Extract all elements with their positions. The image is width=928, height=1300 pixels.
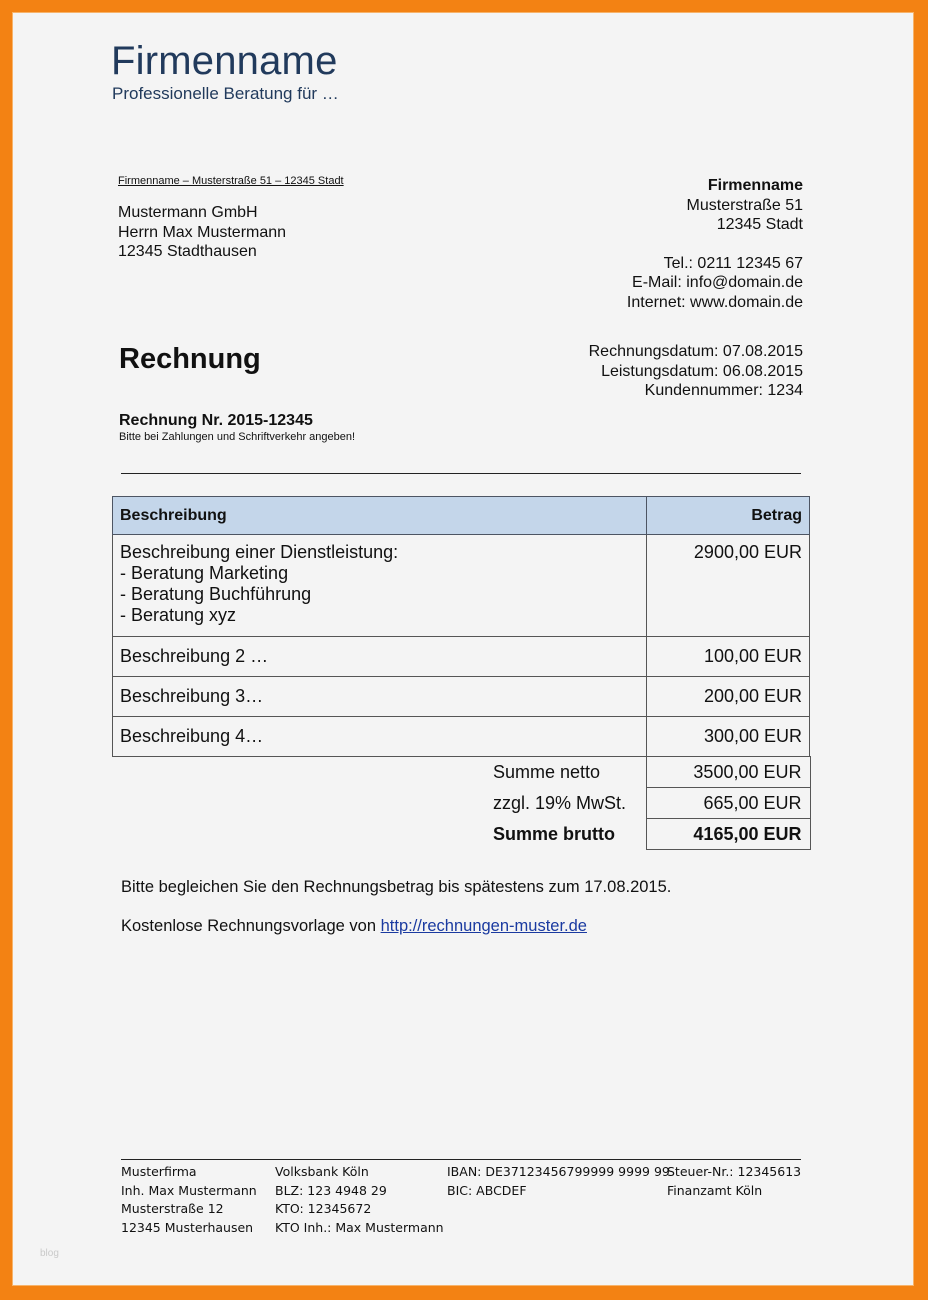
table-header-row (113, 497, 810, 535)
invoice-page (13, 13, 913, 1285)
recipient-person: Herrn Max Mustermann (118, 223, 287, 241)
invoice-date: Rechnungsdatum: 07.08.2015 (588, 343, 803, 360)
gross-total-row (483, 819, 810, 850)
company-email: E-Mail: info@domain.de (632, 274, 803, 291)
net-total-row (483, 757, 810, 788)
company-brand-title: Firmenname (111, 39, 338, 83)
invoice-heading: Rechnung (119, 343, 261, 375)
row-amount: 100,00 EUR (647, 637, 810, 677)
footer-line: Musterfirma (121, 1164, 197, 1179)
vat-row (483, 788, 810, 819)
recipient-company: Mustermann GmbH (118, 204, 258, 221)
line-items-table (112, 496, 810, 757)
footer-iban-column (447, 1163, 670, 1200)
payment-due-note: Bitte begleichen Sie den Rechnungsbetrag bis spätestens zum 17.08.2015. (121, 878, 672, 896)
footer-line: 12345 Musterhausen (121, 1219, 254, 1235)
company-name: Firmenname (707, 177, 803, 194)
company-city: 12345 Stadt (716, 216, 803, 233)
row-amount: 2900,00 EUR (647, 535, 810, 637)
footer-line: KTO Inh.: Max Mustermann (275, 1219, 444, 1235)
invoice-number: Rechnung Nr. 2015-12345 (119, 412, 313, 429)
table-row (113, 717, 810, 757)
footer-line: Musterstraße 12 (121, 1201, 224, 1216)
footer-line: KTO: 12345672 (275, 1201, 372, 1216)
template-link[interactable]: http://rechnungen-muster.de (380, 917, 587, 935)
net-total-label: Summe netto (493, 761, 601, 782)
footer-company-column (121, 1163, 257, 1237)
footer-tax-column (667, 1163, 801, 1200)
column-header-amount: Betrag (647, 497, 810, 535)
row-description-line: - Beratung xyz (120, 605, 237, 625)
row-description (113, 535, 647, 637)
footer-line: Finanzamt Köln (667, 1182, 763, 1198)
company-street: Musterstraße 51 (686, 196, 803, 214)
net-total-value: 3500,00 EUR (646, 757, 810, 788)
invoice-reference-note: Bitte bei Zahlungen und Schriftverkehr angeben! (119, 431, 356, 443)
divider (121, 473, 801, 474)
row-amount: 300,00 EUR (647, 717, 810, 757)
table-row (113, 535, 810, 637)
row-amount: 200,00 EUR (647, 677, 810, 717)
footer-divider (121, 1159, 801, 1160)
footer-line: IBAN: DE37123456799999 9999 99 (447, 1164, 670, 1179)
customer-number: Kundennummer: 1234 (644, 382, 803, 399)
invoice-meta (589, 342, 803, 401)
vat-value: 665,00 EUR (646, 788, 810, 819)
footer-line: Inh. Max Mustermann (121, 1182, 257, 1198)
company-phone: Tel.: 0211 12345 67 (663, 254, 803, 272)
row-description: Beschreibung 2 … (113, 637, 647, 677)
footer-bank-column (275, 1163, 444, 1237)
spacer (627, 235, 803, 254)
totals-table (483, 756, 811, 850)
table-row (113, 677, 810, 717)
gross-total-label: Summe brutto (493, 823, 616, 844)
company-contact-block (627, 176, 803, 312)
row-description: Beschreibung 4… (113, 717, 647, 757)
recipient-city: 12345 Stadthausen (118, 243, 257, 260)
service-date: Leistungsdatum: 06.08.2015 (601, 362, 803, 380)
footer-line: Steuer-Nr.: 12345613 (667, 1164, 802, 1179)
row-description-line: Beschreibung einer Dienstleistung: (120, 542, 399, 562)
row-description: Beschreibung 3… (113, 677, 647, 717)
sender-return-address: Firmenname – Musterstraße 51 – 12345 Stadt (118, 175, 344, 187)
footer-line: BIC: ABCDEF (447, 1182, 527, 1198)
table-row (113, 637, 810, 677)
template-credit-text: Kostenlose Rechnungsvorlage von (121, 917, 381, 935)
company-website: Internet: www.domain.de (626, 293, 803, 311)
footer-line: BLZ: 123 4948 29 (275, 1182, 387, 1198)
vat-label: zzgl. 19% MwSt. (493, 792, 627, 813)
template-credit (121, 917, 587, 936)
gross-total-value: 4165,00 EUR (646, 819, 810, 850)
column-header-description: Beschreibung (113, 497, 647, 535)
row-description-line: - Beratung Marketing (120, 563, 289, 583)
watermark: blog (40, 1248, 59, 1259)
company-brand-subtitle: Professionelle Beratung für … (112, 84, 339, 103)
footer-line: Volksbank Köln (275, 1164, 369, 1179)
recipient-address (118, 203, 286, 262)
row-description-line: - Beratung Buchführung (120, 584, 312, 604)
